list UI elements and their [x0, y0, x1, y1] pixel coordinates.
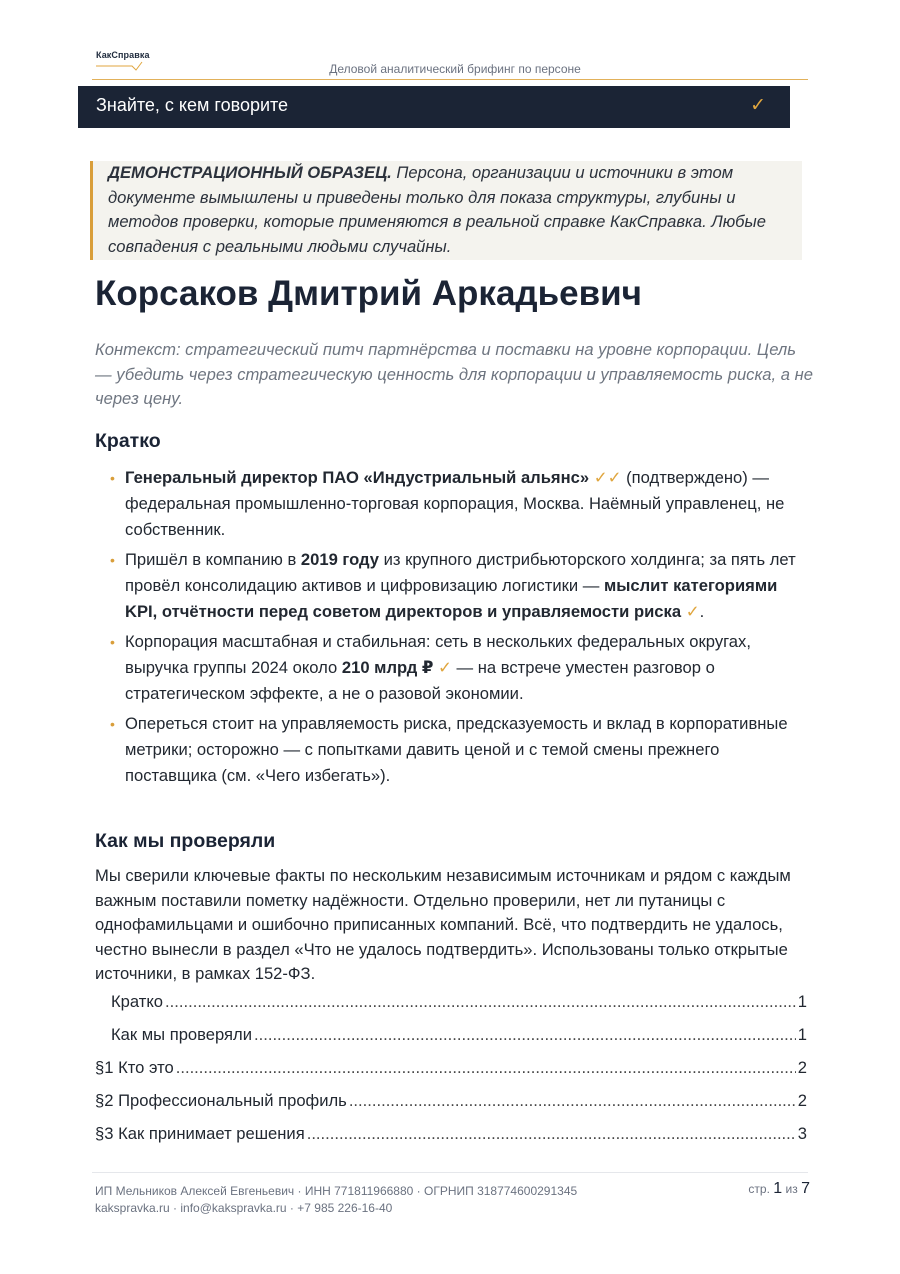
logo [96, 50, 166, 72]
context-note: Контекст: стратегический питч партнёрства и поставки на уровне корпорации. Цель — убедить через стратегическую ценность для корпорации и управляемость риска, а не через цену. [95, 340, 813, 408]
emphasis: 2019 году [300, 550, 380, 569]
logo-text: КакСправка [96, 50, 150, 60]
footer-info [95, 1183, 577, 1216]
bullet-icon: • [110, 552, 115, 568]
toc-item[interactable] [95, 1124, 807, 1157]
emphasis: мыслит категориями KPI, отчётности перед советом директоров и управляемости риска [125, 576, 778, 621]
text: — на встрече уместен разговор о стратегическом эффекте, а не о разовой экономии. [125, 658, 715, 703]
toc-label: §1 Кто это [95, 1058, 174, 1077]
toc-page: 2 [797, 1058, 807, 1077]
text: (подтверждено) — федеральная промышленно-торговая корпорация, Москва. Наёмный управленец, не собственник. [125, 468, 785, 539]
toc-page: 3 [797, 1124, 807, 1143]
list-item [110, 465, 810, 543]
person-name: Корсаков Дмитрий Аркадьевич [95, 274, 642, 313]
page-prefix: стр. [748, 1182, 770, 1196]
disclaimer-text [108, 161, 798, 259]
footer-divider [92, 1172, 808, 1173]
bullet-icon: • [110, 470, 115, 486]
page-separator: из [785, 1182, 798, 1196]
toc-leader [307, 1124, 796, 1144]
list-item [110, 629, 810, 707]
toc-label: §2 Профессиональный профиль [95, 1091, 347, 1110]
check-icon: ✓ [685, 602, 700, 621]
toc-leader [176, 1058, 796, 1078]
emphasis: 210 млрд ₽ [341, 658, 434, 677]
double-check-icon: ✓✓ [593, 468, 622, 487]
toc-label: Как мы проверяли [111, 1025, 252, 1044]
toc-page: 1 [797, 1025, 807, 1044]
header-caption: Деловой аналитический брифинг по персоне [329, 62, 581, 76]
disclaimer-body: Персона, организации и источники в этом документе вымышлены и приведены только для показа структуры, глубины и методов проверки, которые применяются в реальной справке КакСправка. Любые совпадения с реальными людьми случайны. [108, 163, 766, 256]
list-item [110, 711, 810, 789]
section-heading-summary: Кратко [95, 430, 161, 452]
text: из крупного дистрибьюторского холдинга; за пять лет провёл консолидацию активов и цифровизацию логистики — [125, 550, 796, 595]
toc-item[interactable] [95, 992, 807, 1025]
toc-page: 2 [797, 1091, 807, 1110]
toc-label: Кратко [111, 992, 164, 1011]
banner-title: Знайте, с кем говорите [96, 95, 289, 115]
footer-legal: ИП Мельников Алексей Евгеньевич · ИНН 771811966880 · ОГРНИП 318774600291345 [95, 1184, 578, 1198]
toc-page: 1 [797, 992, 807, 1011]
logo-check-icon [96, 60, 156, 72]
check-icon: ✓ [750, 95, 766, 116]
summary-list [110, 465, 810, 793]
footer-contacts: kakspravka.ru · info@kakspravka.ru · +7 985 226-16-40 [95, 1200, 393, 1215]
list-item [110, 547, 810, 625]
disclaimer-lead: ДЕМОНСТРАЦИОННЫЙ ОБРАЗЕЦ. [108, 163, 392, 182]
text: Корпорация масштабная и стабильная: сеть в нескольких федеральных округах, выручка группы 2024 около [125, 632, 751, 677]
verification-text: Мы сверили ключевые факты по нескольким независимым источникам и рядом с каждым важным поставили пометку надёжности. Отдельно проверили, нет ли путаницы с однофамильцами и ошибочно приписанных компаний. Всё, что подтвердить не удалось, честно вынесли в раздел «Что не удалось подтвердить». Использованы только открытые источники, в рамках 152-ФЗ. [95, 866, 791, 983]
page-number [730, 1180, 810, 1198]
toc-item[interactable] [95, 1025, 807, 1058]
bullet-icon: • [110, 716, 115, 732]
toc-leader [165, 992, 796, 1012]
toc-item[interactable] [95, 1091, 807, 1124]
toc-leader [349, 1091, 796, 1111]
emphasis: Генеральный директор ПАО «Индустриальный альянс» [125, 468, 590, 487]
table-of-contents [95, 992, 807, 1157]
toc-leader [254, 1025, 796, 1045]
toc-item[interactable] [95, 1058, 807, 1091]
check-icon: ✓ [438, 658, 452, 677]
banner [78, 86, 790, 128]
page-current: 1 [773, 1180, 783, 1197]
bullet-icon: • [110, 634, 115, 650]
text: Опереться стоит на управляемость риска, предсказуемость и вклад в корпоративные метрики; осторожно — с попытками давить ценой и с темой смены прежнего поставщика (см. «Чего избегать»). [125, 714, 788, 785]
disclaimer-box [90, 161, 802, 260]
section-heading-verification: Как мы проверяли [95, 830, 276, 852]
text: Пришёл в компанию в [125, 550, 301, 569]
toc-label: §3 Как принимает решения [95, 1124, 305, 1143]
page-total: 7 [801, 1180, 810, 1197]
header-divider [92, 79, 808, 80]
text: . [699, 602, 705, 621]
